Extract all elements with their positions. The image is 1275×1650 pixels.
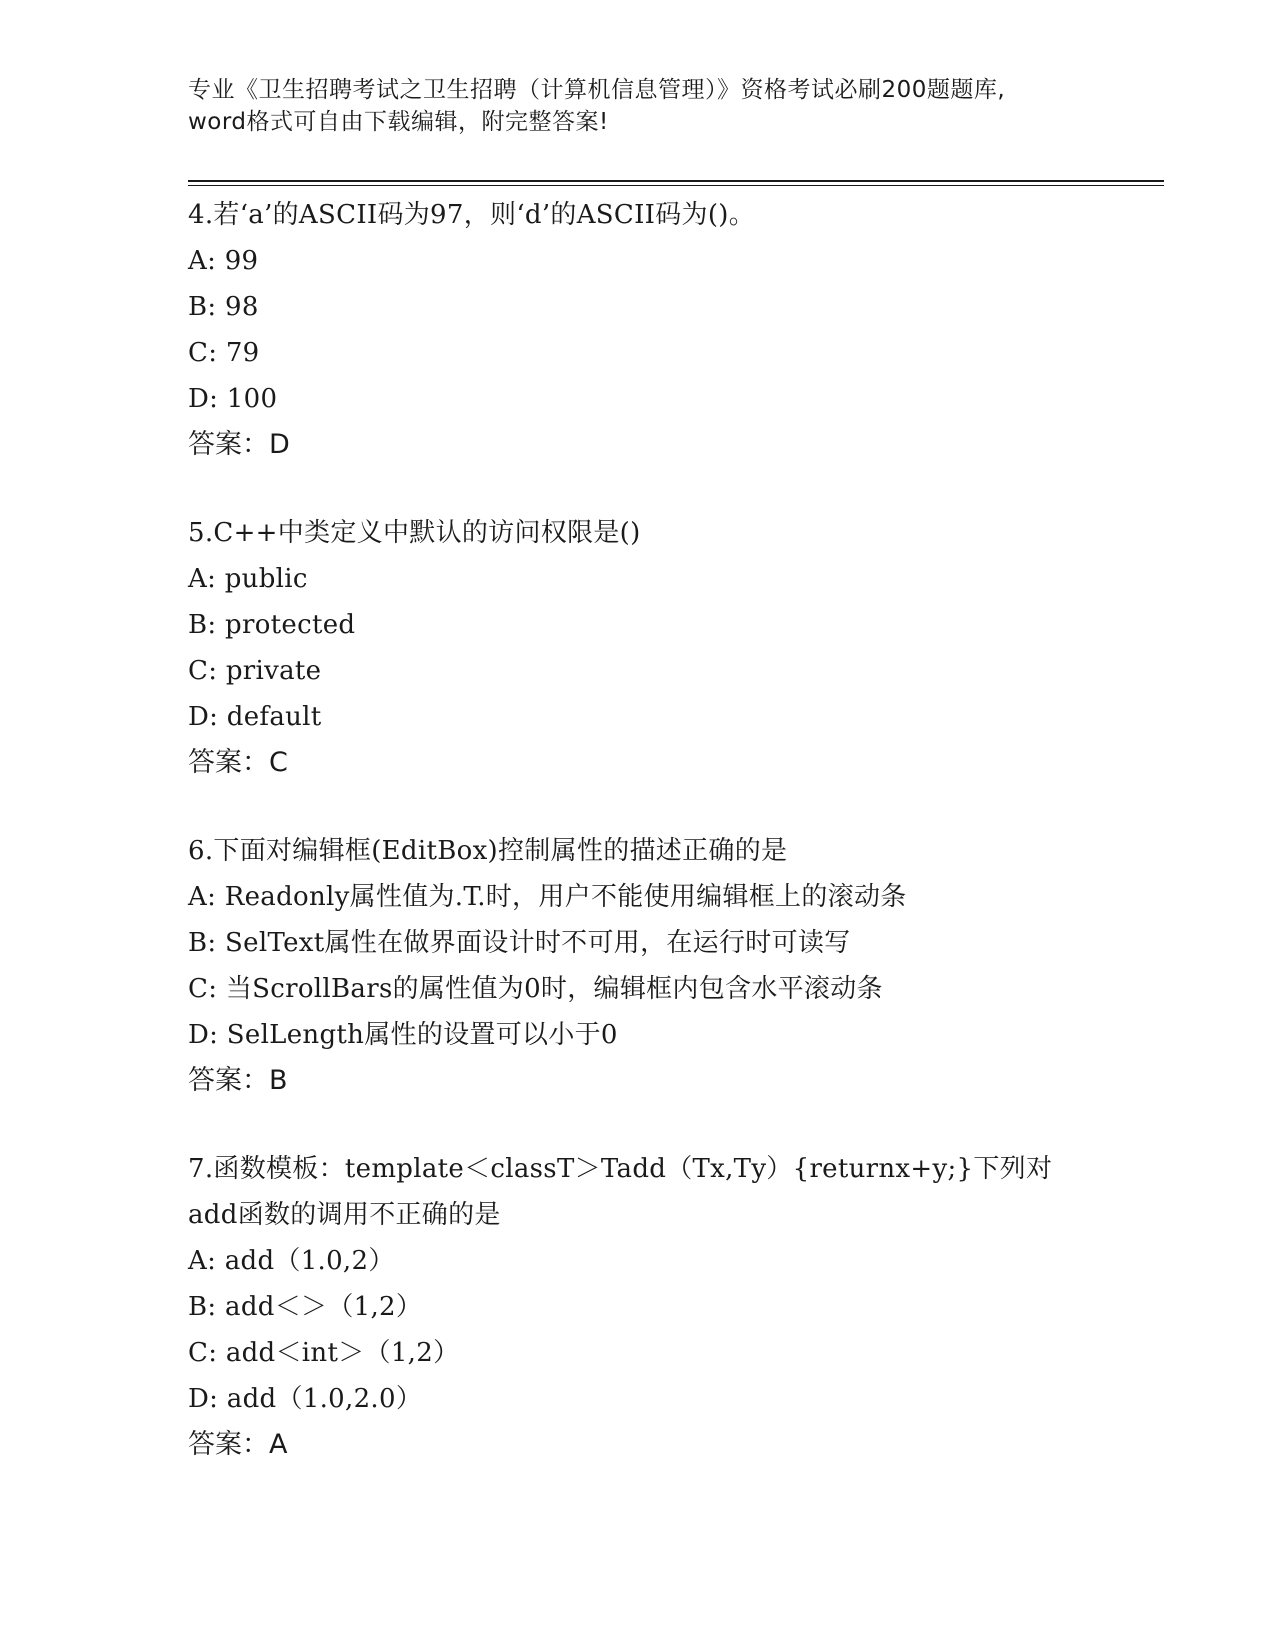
option-a: A: add（1.0,2） xyxy=(188,1246,395,1276)
question-stem: 4.若‘a’的ASCII码为97，则‘d’的ASCII码为()。 xyxy=(188,200,756,230)
question-stem: 7.函数模板：template＜classT＞Tadd（Tx,Ty）{returnx+y;}下列对 xyxy=(188,1154,1053,1184)
option-b: B: SelText属性在做界面设计时不可用，在运行时可读写 xyxy=(188,928,851,958)
option-c: C: 当ScrollBars的属性值为0时，编辑框内包含水平滚动条 xyxy=(188,974,883,1004)
option-a: A: 99 xyxy=(188,246,259,276)
question-list xyxy=(188,192,1168,1510)
answer-label: 答案：C xyxy=(188,747,288,778)
option-d: D: add（1.0,2.0） xyxy=(188,1384,423,1414)
option-c: C: private xyxy=(188,656,322,686)
answer-label: 答案：A xyxy=(188,1429,288,1460)
question-5 xyxy=(188,510,1168,786)
answer-label: 答案：D xyxy=(188,429,290,460)
header-title-line-2: word格式可自由下载编辑，附完整答案! xyxy=(188,109,609,135)
option-a: A: public xyxy=(188,564,308,594)
option-b: B: 98 xyxy=(188,292,259,322)
option-d: D: default xyxy=(188,702,322,732)
header-divider-thick xyxy=(188,180,1164,182)
document-header xyxy=(188,74,1088,138)
header-title-line-1: 专业《卫生招聘考试之卫生招聘（计算机信息管理）》资格考试必刷200题题库, xyxy=(188,77,1006,103)
option-c: C: 79 xyxy=(188,338,260,368)
option-d: D: SelLength属性的设置可以小于0 xyxy=(188,1020,618,1050)
question-6 xyxy=(188,828,1168,1104)
question-stem: 5.C++中类定义中默认的访问权限是() xyxy=(188,518,641,548)
option-b: B: protected xyxy=(188,610,356,640)
question-4 xyxy=(188,192,1168,468)
header-divider-thin xyxy=(188,185,1164,186)
option-c: C: add＜int＞（1,2） xyxy=(188,1338,460,1368)
question-stem: 6.下面对编辑框(EditBox)控制属性的描述正确的是 xyxy=(188,836,788,866)
answer-label: 答案：B xyxy=(188,1065,288,1096)
question-stem-continued: add函数的调用不正确的是 xyxy=(188,1200,501,1230)
option-a: A: Readonly属性值为.T.时，用户不能使用编辑框上的滚动条 xyxy=(188,882,907,912)
question-7 xyxy=(188,1146,1168,1468)
option-b: B: add＜＞（1,2） xyxy=(188,1292,423,1322)
option-d: D: 100 xyxy=(188,384,278,414)
